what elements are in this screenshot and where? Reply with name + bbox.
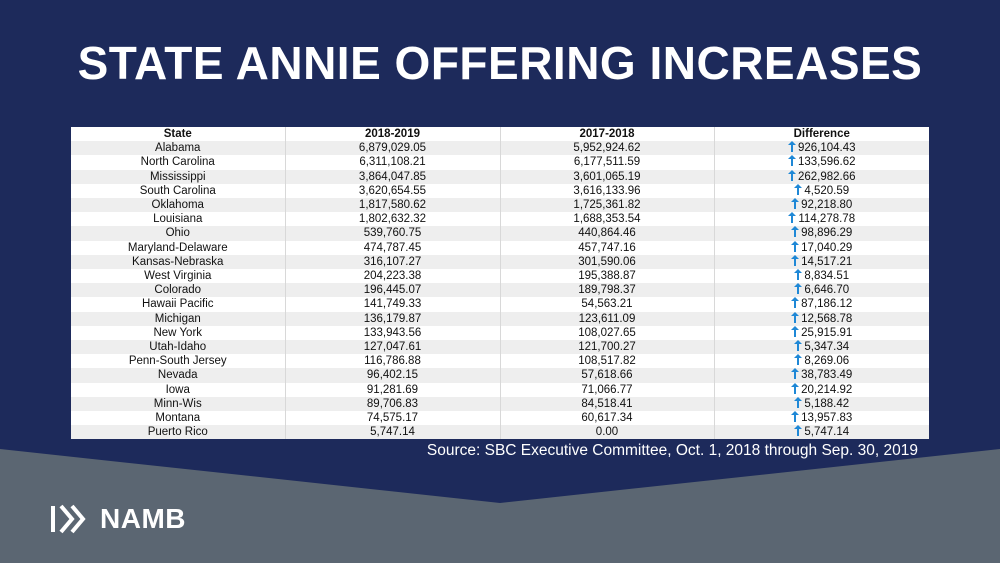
up-arrow-icon (788, 212, 796, 223)
table-row (71, 340, 929, 354)
cell-2017-2018: 71,066.77 (500, 383, 714, 397)
cell-state: Puerto Rico (71, 425, 285, 439)
cell-state: Mississippi (71, 170, 285, 184)
cell-2017-2018: 54,563.21 (500, 297, 714, 311)
column-header-state: State (71, 127, 285, 141)
difference-value: 14,517.21 (801, 255, 853, 268)
up-arrow-icon (794, 184, 802, 195)
cell-state: Colorado (71, 283, 285, 297)
cell-state: Utah-Idaho (71, 340, 285, 354)
cell-difference (714, 184, 929, 198)
cell-2018-2019: 127,047.61 (285, 340, 500, 354)
cell-2017-2018: 301,590.06 (500, 255, 714, 269)
cell-2018-2019: 116,786.88 (285, 354, 500, 368)
namb-logo-text: NAMB (100, 503, 186, 534)
cell-2018-2019: 136,179.87 (285, 312, 500, 326)
cell-2018-2019: 3,864,047.85 (285, 170, 500, 184)
up-arrow-icon (791, 241, 799, 252)
difference-value: 6,646.70 (804, 284, 850, 297)
cell-state: Minn-Wis (71, 397, 285, 411)
up-arrow-icon (791, 326, 799, 337)
up-arrow-icon (791, 198, 799, 209)
data-table-container (71, 127, 929, 439)
cell-2018-2019: 316,107.27 (285, 255, 500, 269)
cell-2017-2018: 60,617.34 (500, 411, 714, 425)
cell-2018-2019: 1,802,632.32 (285, 212, 500, 226)
cell-2017-2018: 3,616,133.96 (500, 184, 714, 198)
cell-state: Michigan (71, 312, 285, 326)
up-arrow-icon (788, 155, 796, 166)
up-arrow-icon (794, 340, 802, 351)
cell-state: North Carolina (71, 155, 285, 169)
cell-state: Iowa (71, 383, 285, 397)
up-arrow-icon (791, 226, 799, 237)
cell-difference (714, 425, 929, 439)
cell-state: Montana (71, 411, 285, 425)
up-arrow-icon (788, 170, 796, 181)
cell-state: South Carolina (71, 184, 285, 198)
cell-difference (714, 383, 929, 397)
up-arrow-icon (794, 397, 802, 408)
cell-difference (714, 241, 929, 255)
cell-2017-2018: 189,798.37 (500, 283, 714, 297)
up-arrow-icon (794, 425, 802, 436)
table-row (71, 297, 929, 311)
cell-difference (714, 354, 929, 368)
cell-difference (714, 283, 929, 297)
up-arrow-icon (791, 297, 799, 308)
source-note: Source: SBC Executive Committee, Oct. 1, 2018 through Sep. 30, 2019 (426, 442, 918, 459)
cell-2018-2019: 474,787.45 (285, 241, 500, 255)
cell-state: New York (71, 326, 285, 340)
cell-2018-2019: 204,223.38 (285, 269, 500, 283)
cell-2017-2018: 440,864.46 (500, 226, 714, 240)
table-row (71, 383, 929, 397)
difference-value: 38,783.49 (801, 369, 853, 382)
cell-difference (714, 155, 929, 169)
difference-value: 262,982.66 (797, 170, 856, 183)
cell-difference (714, 170, 929, 184)
cell-difference (714, 397, 929, 411)
cell-difference (714, 368, 929, 382)
cell-difference (714, 255, 929, 269)
cell-state: Kansas-Nebraska (71, 255, 285, 269)
table-row (71, 226, 929, 240)
cell-difference (714, 312, 929, 326)
cell-2018-2019: 5,747.14 (285, 425, 500, 439)
cell-state: Nevada (71, 368, 285, 382)
cell-difference (714, 269, 929, 283)
cell-2018-2019: 96,402.15 (285, 368, 500, 382)
cell-2017-2018: 123,611.09 (500, 312, 714, 326)
cell-2018-2019: 74,575.17 (285, 411, 500, 425)
table-row (71, 255, 929, 269)
cell-difference (714, 226, 929, 240)
cell-2018-2019: 141,749.33 (285, 297, 500, 311)
table-row (71, 312, 929, 326)
cell-2017-2018: 121,700.27 (500, 340, 714, 354)
table-row (71, 354, 929, 368)
difference-value: 87,186.12 (801, 298, 853, 311)
cell-difference (714, 198, 929, 212)
table-row (71, 141, 929, 155)
cell-2018-2019: 196,445.07 (285, 283, 500, 297)
table-row (71, 368, 929, 382)
up-arrow-icon (788, 141, 796, 152)
table-row (71, 198, 929, 212)
up-arrow-icon (791, 368, 799, 379)
difference-value: 5,747.14 (804, 426, 850, 439)
cell-state: Hawaii Pacific (71, 297, 285, 311)
table-row (71, 269, 929, 283)
cell-2017-2018: 84,518.41 (500, 397, 714, 411)
cell-difference (714, 411, 929, 425)
page-title: STATE ANNIE OFFERING INCREASES (77, 37, 923, 89)
table-row (71, 170, 929, 184)
cell-2017-2018: 195,388.87 (500, 269, 714, 283)
cell-difference (714, 297, 929, 311)
up-arrow-icon (791, 411, 799, 422)
table-row (71, 326, 929, 340)
table-row (71, 425, 929, 439)
cell-difference (714, 212, 929, 226)
column-header-2017-2018: 2017-2018 (500, 127, 714, 141)
cell-2017-2018: 57,618.66 (500, 368, 714, 382)
cell-difference (714, 326, 929, 340)
up-arrow-icon (794, 269, 802, 280)
difference-value: 133,596.62 (797, 156, 856, 169)
difference-value: 8,834.51 (804, 270, 850, 283)
cell-2017-2018: 108,517.82 (500, 354, 714, 368)
namb-logo (50, 501, 186, 537)
cell-2018-2019: 91,281.69 (285, 383, 500, 397)
up-arrow-icon (794, 283, 802, 294)
cell-2018-2019: 1,817,580.62 (285, 198, 500, 212)
table-row (71, 411, 929, 425)
up-arrow-icon (791, 255, 799, 266)
cell-2017-2018: 457,747.16 (500, 241, 714, 255)
table-row (71, 155, 929, 169)
cell-difference (714, 141, 929, 155)
cell-2018-2019: 3,620,654.55 (285, 184, 500, 198)
table-row (71, 397, 929, 411)
difference-value: 114,278.78 (798, 213, 856, 226)
table-row (71, 241, 929, 255)
table-row (71, 212, 929, 226)
up-arrow-icon (794, 354, 802, 365)
table-row (71, 283, 929, 297)
cell-2017-2018: 0.00 (500, 425, 714, 439)
difference-value: 13,957.83 (801, 412, 853, 425)
difference-value: 98,896.29 (801, 227, 853, 240)
cell-2018-2019: 6,879,029.05 (285, 141, 500, 155)
difference-value: 926,104.43 (797, 142, 856, 155)
cell-2018-2019: 539,760.75 (285, 226, 500, 240)
cell-difference (714, 340, 929, 354)
cell-2017-2018: 6,177,511.59 (500, 155, 714, 169)
up-arrow-icon (791, 312, 799, 323)
offering-table (71, 127, 929, 439)
cell-state: Alabama (71, 141, 285, 155)
cell-state: West Virginia (71, 269, 285, 283)
cell-state: Ohio (71, 226, 285, 240)
difference-value: 12,568.78 (801, 312, 853, 325)
cell-2018-2019: 6,311,108.21 (285, 155, 500, 169)
cell-2018-2019: 89,706.83 (285, 397, 500, 411)
namb-logo-mark-icon (50, 504, 94, 534)
difference-value: 20,214.92 (801, 383, 853, 396)
cell-state: Penn-South Jersey (71, 354, 285, 368)
difference-value: 5,188.42 (804, 397, 850, 410)
cell-2017-2018: 5,952,924.62 (500, 141, 714, 155)
cell-2018-2019: 133,943.56 (285, 326, 500, 340)
cell-state: Louisiana (71, 212, 285, 226)
difference-value: 8,269.06 (804, 355, 850, 368)
cell-2017-2018: 1,688,353.54 (500, 212, 714, 226)
difference-value: 4,520.59 (804, 184, 850, 197)
cell-2017-2018: 1,725,361.82 (500, 198, 714, 212)
table-header-row (71, 127, 929, 141)
table-row (71, 184, 929, 198)
up-arrow-icon (791, 383, 799, 394)
difference-value: 5,347.34 (804, 341, 850, 354)
column-header-difference: Difference (714, 127, 929, 141)
cell-2017-2018: 3,601,065.19 (500, 170, 714, 184)
table-body (71, 141, 929, 439)
cell-2017-2018: 108,027.65 (500, 326, 714, 340)
cell-state: Oklahoma (71, 198, 285, 212)
difference-value: 92,218.80 (801, 199, 853, 212)
cell-state: Maryland-Delaware (71, 241, 285, 255)
difference-value: 17,040.29 (801, 241, 853, 254)
difference-value: 25,915.91 (801, 326, 853, 339)
column-header-2018-2019: 2018-2019 (285, 127, 500, 141)
